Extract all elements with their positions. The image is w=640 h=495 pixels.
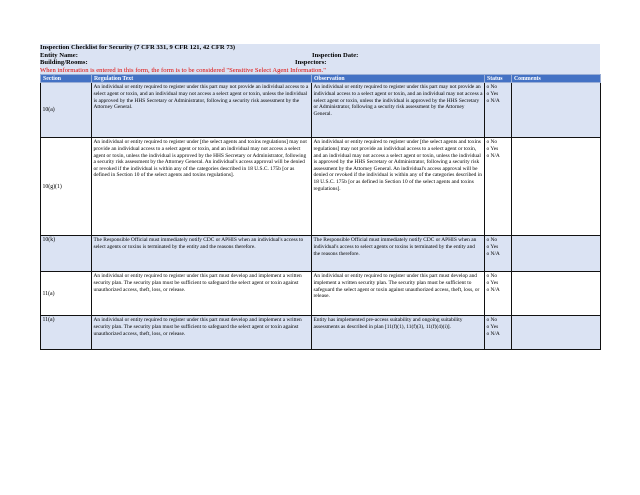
section-cell: 11(a) [41, 316, 92, 350]
status-option-yes[interactable]: o Yes [486, 244, 499, 251]
comments-cell[interactable] [512, 236, 601, 272]
observation-cell: An individual or entity required to register under this part may not provide an individual access to a select agent or toxin, and an individual may not access a select agent or toxin, unless the individual is approved by the HHS Secretary or Administrator, following a security risk assessment by the Attorney General. [312, 83, 485, 138]
regulation-cell: An individual or entity required to register under [the select agents and toxins regulations] may not provide an individual access to a select agent or toxin, and an individual may not access a select agent or toxin, unless the individual is approved by the HHS Secretary or Administrator, following a security risk assessment by the Attorney General. An individual's access approval will be denied or revoked if the individual is within any of the categories described in 18 U.S.C. 175b [or as defined in Section 10 of the select agents and toxins regulations]. [92, 138, 312, 236]
comments-cell[interactable] [512, 272, 601, 316]
table-row [41, 316, 601, 350]
form-title: Inspection Checklist for Security (7 CFR 331, 9 CFR 121, 42 CFR 73) [40, 44, 236, 51]
status-cell [485, 138, 512, 236]
status-option-na[interactable]: o N/A [486, 98, 500, 105]
sensitivity-notice [40, 67, 600, 75]
column-header-comments: Comments [512, 75, 601, 83]
table-row [41, 272, 601, 316]
column-header-regulation: Regulation Text [92, 75, 312, 83]
status-option-na[interactable]: o N/A [486, 153, 500, 160]
entity-row [40, 52, 600, 60]
comments-cell[interactable] [512, 138, 601, 236]
section-cell: 10(g)(1) [41, 138, 92, 236]
regulation-cell: An individual or entity required to register under this part must develop and implement a written security plan. The security plan must be sufficient to safeguard the select agent or toxin against unauthorized access, theft, loss, or release. [92, 272, 312, 316]
status-cell [485, 272, 512, 316]
table-row [41, 83, 601, 138]
inspection-checklist-sheet [40, 44, 600, 350]
regulation-cell: An individual or entity required to register under this part may not provide an individual access to a select agent or toxin, and an individual may not access a select agent or toxin, unless the individual is approved by the HHS Secretary or Administrator, following a security risk assessment by the Attorney General. [92, 83, 312, 138]
section-cell: 10(k) [41, 236, 92, 272]
status-option-na[interactable]: o N/A [486, 287, 500, 294]
inspection-date-label[interactable]: Inspection Date: [312, 51, 359, 59]
table-row [41, 138, 601, 236]
building-rooms-label[interactable]: Building/Rooms: [40, 59, 88, 67]
status-option-na[interactable]: o N/A [486, 251, 500, 258]
observation-cell: The Responsible Official must immediately notify CDC or APHIS when an individual's access to select agents or toxins is terminated by the entity and the reasons therefore. [312, 236, 485, 272]
checklist-table [40, 74, 601, 350]
status-option-yes[interactable]: o Yes [486, 324, 499, 331]
status-cell [485, 316, 512, 350]
status-cell [485, 236, 512, 272]
status-option-yes[interactable]: o Yes [486, 146, 499, 153]
status-option-no[interactable]: o No [486, 139, 498, 146]
table-row [41, 236, 601, 272]
comments-cell[interactable] [512, 83, 601, 138]
entity-name-label[interactable]: Entity Name: [40, 51, 78, 59]
inspectors-label[interactable]: Inspectors: [295, 59, 327, 67]
sensitivity-notice-text: When information is entered in this form, the form is to be considered "Sensitive Select Agent Information." [40, 66, 326, 74]
column-header-status: Status [485, 75, 512, 83]
status-option-no[interactable]: o No [486, 317, 498, 324]
status-option-yes[interactable]: o Yes [486, 280, 499, 287]
regulation-cell: The Responsible Official must immediately notify CDC or APHIS when an individual's access to select agents or toxins is terminated by the entity and the reasons therefore. [92, 236, 312, 272]
observation-cell: An individual or entity required to register under this part must develop and implement a written security plan. The security plan must be sufficient to safeguard the select agent or toxin against unauthorized access, theft, loss, or release. [312, 272, 485, 316]
status-option-yes[interactable]: o Yes [486, 91, 499, 98]
status-option-na[interactable]: o N/A [486, 331, 500, 338]
status-option-no[interactable]: o No [486, 237, 498, 244]
column-header-observation: Observation [312, 75, 485, 83]
section-cell: 10(a) [41, 83, 92, 138]
observation-cell: An individual or entity required to register under [the select agents and toxins regulations] may not provide an individual access to a select agent or toxin, and an individual may not access a select agent or toxin, unless the individual is approved by the HHS Secretary or Administrator, following a security risk assessment by the Attorney General. An individual's access approval will be denied or revoked if the individual is within any of the categories described in 18 U.S.C. 175b [or as defined in Section 10 of the select agents and toxins regulations]. [312, 138, 485, 236]
comments-cell[interactable] [512, 316, 601, 350]
status-option-no[interactable]: o No [486, 84, 498, 91]
section-cell: 11(a) [41, 272, 92, 316]
regulation-cell: An individual or entity required to register under this part must develop and implement a written security plan. The security plan must be sufficient to safeguard the select agent or toxin against unauthorized access, theft, loss, or release. [92, 316, 312, 350]
table-header-row [41, 75, 601, 83]
building-row [40, 59, 600, 67]
form-title-row [40, 44, 600, 52]
observation-cell: Entity has implemented pre-access suitability and ongoing suitability assessments as described in plan [11(f)(1), 11(f)(3), 11(f)(4)(i)]. [312, 316, 485, 350]
status-option-no[interactable]: o No [486, 273, 498, 280]
status-cell [485, 83, 512, 138]
column-header-section: Section [41, 75, 92, 83]
